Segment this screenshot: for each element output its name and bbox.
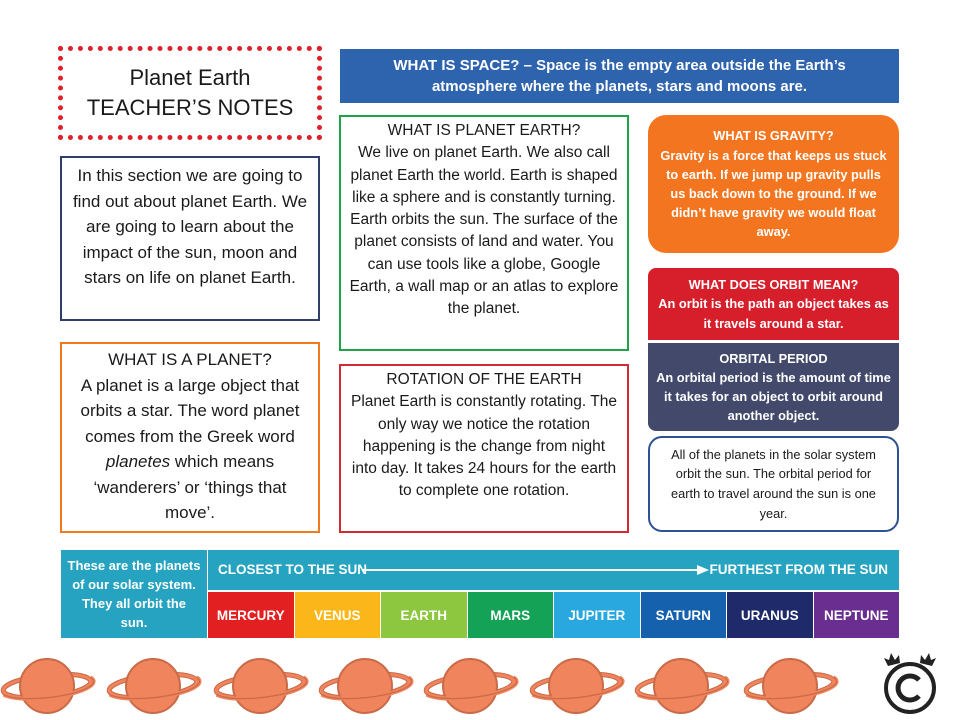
saturn-icon	[320, 659, 413, 713]
copyright-moose-logo	[884, 653, 936, 712]
planets-intro-text: These are the planets of our solar system. They all orbit the sun.	[67, 557, 201, 631]
gravity-body: Gravity is a force that keeps us stuck to earth. If we jump up gravity pulls us back down to the ground. If we didn’t have gravity we would float away.	[660, 147, 887, 240]
gravity-box	[648, 115, 899, 253]
planetes-word: planetes	[105, 452, 171, 471]
orbital-period-box	[648, 343, 899, 431]
orbital-period-body: An orbital period is the amount of time it takes for an object to orbit around another object.	[656, 369, 891, 424]
orbit-box	[648, 268, 899, 340]
page-subtitle: TEACHER’S NOTES	[86, 95, 294, 120]
planets-row	[208, 592, 899, 638]
space-text: WHAT IS SPACE? – Space is the empty area outside the Earth’s atmosphere where the planets, stars and moons are.	[393, 57, 846, 95]
page-title: Planet Earth	[129, 65, 251, 90]
intro-text: In this section we are going to find out about planet Earth. We are going to learn about the impact of the sun, moon and stars on life on planet Earth.	[72, 166, 308, 287]
rotation-body: Planet Earth is constantly rotating. The only way we notice the rotation happening is the change from night into day. It takes 24 hours for the earth to complete one rotation.	[351, 393, 617, 500]
planets-intro-box	[61, 550, 207, 638]
saturn-icon	[425, 659, 518, 713]
solar-note-box	[648, 436, 899, 532]
what-is-planet-heading: WHAT IS A PLANET?	[108, 350, 272, 369]
planet-cell-mercury: MERCURY	[208, 592, 295, 638]
planet-cell-uranus: URANUS	[727, 592, 814, 638]
intro-box	[60, 156, 320, 321]
planet-cell-venus: VENUS	[295, 592, 382, 638]
saturn-icon	[636, 659, 729, 713]
saturn-icon	[531, 659, 624, 713]
what-is-planet-box	[60, 342, 320, 533]
rotation-box	[339, 364, 629, 533]
planet-earth-heading: WHAT IS PLANET EARTH?	[387, 122, 581, 139]
saturn-icon	[2, 659, 95, 713]
planet-cell-jupiter: JUPITER	[554, 592, 641, 638]
orbital-period-heading: ORBITAL PERIOD	[719, 350, 828, 366]
planet-earth-box	[339, 115, 629, 351]
furthest-label: FURTHEST FROM THE SUN	[709, 562, 888, 577]
title-box	[58, 46, 322, 140]
planet-earth-body: We live on planet Earth. We also call planet Earth the world. Earth is shaped like a sphere and is constantly turning. Earth orbits the sun. The surface of the planet consists of land and water. You can use tools like a globe, Google Earth, a wall map or an atlas to explore the planet.	[349, 144, 619, 318]
sun-distance-bar	[208, 550, 899, 590]
planet-cell-saturn: SATURN	[641, 592, 728, 638]
orbit-body: An orbit is the path an object takes as it travels around a star.	[658, 296, 889, 331]
gravity-heading: WHAT IS GRAVITY?	[713, 128, 834, 144]
saturn-icon	[745, 659, 838, 713]
what-is-planet-body-start: A planet is a large object that orbits a star. The word planet comes from the Greek word	[80, 375, 300, 446]
rotation-heading: ROTATION OF THE EARTH	[386, 371, 582, 388]
what-is-planet-body	[68, 373, 312, 526]
planet-cell-earth: EARTH	[381, 592, 468, 638]
planet-cell-mars: MARS	[468, 592, 555, 638]
planet-cell-neptune: NEPTUNE	[814, 592, 900, 638]
right-arrow-icon	[363, 564, 709, 576]
saturn-icon	[108, 659, 201, 713]
solar-note-text: All of the planets in the solar system orbit the sun. The orbital period for earth to travel around the sun is one year.	[671, 446, 876, 521]
closest-label: CLOSEST TO THE SUN	[218, 562, 368, 577]
space-banner	[340, 49, 899, 103]
what-is-planet-body-end: which means ‘wanderers’ or ‘things that move’.	[93, 452, 287, 522]
saturn-icon	[215, 659, 308, 713]
orbit-heading: WHAT DOES ORBIT MEAN?	[688, 277, 859, 293]
footer-decoration	[0, 650, 960, 720]
